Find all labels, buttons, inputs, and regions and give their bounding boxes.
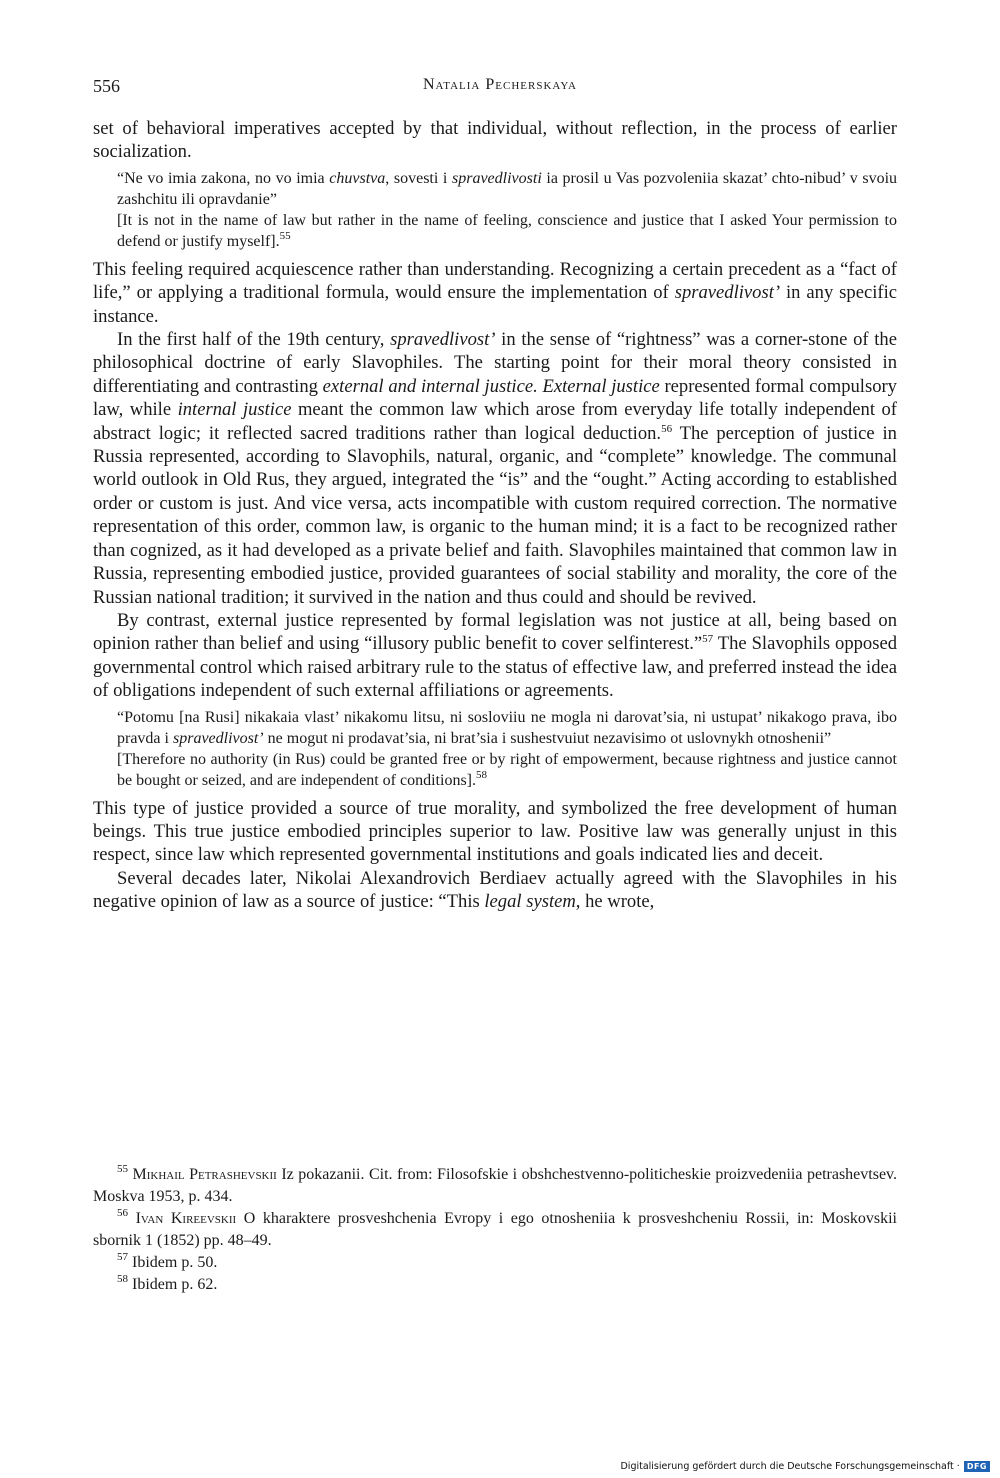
- digitization-credit: [620, 1461, 990, 1472]
- paragraph-emphasis: external and internal justice. External justice: [322, 375, 660, 397]
- page-header: [93, 76, 907, 102]
- paragraph-text: In the first half of the 19th century,: [117, 329, 391, 351]
- quote-text: [Therefore no authority (in Rus) could be granted free or by right of empowerment, because rightness and justice cannot be bought or seized, and are independent of conditions].: [117, 750, 897, 789]
- footnote-ref-57[interactable]: 57: [702, 633, 714, 646]
- quote-text: [It is not in the name of law but rather in the name of feeling, conscience and justice that I asked Your permission to defend or justify myself].: [117, 211, 897, 250]
- footnote-55: [93, 1164, 897, 1208]
- running-head: Natalia Pecherskaya: [422, 76, 577, 93]
- body-text: [93, 117, 897, 914]
- dfg-logo-icon: DFG: [964, 1461, 990, 1472]
- page-number: 556: [93, 76, 120, 96]
- paragraph-text: Several decades later, Nikolai Alexandrovich Berdiaev actually agreed with the Slavophiles in his negative opinion of law as a source of justice: “This: [93, 867, 897, 913]
- footnotes: [93, 1164, 897, 1296]
- paragraph-1: set of behavioral imperatives accepted by that individual, without reflection, in the process of earlier socialization.: [93, 118, 897, 163]
- footnote-57: [93, 1252, 897, 1274]
- quote-text: ia prosil u Vas pozvoleniia skazat’ chto-nibud’ v svoiu zashchitu ili opravdanie”: [117, 169, 898, 208]
- footnote-text: Ibidem p. 50.: [128, 1254, 218, 1271]
- quote-1-translation: [117, 210, 897, 252]
- paragraph-6: [93, 867, 897, 914]
- paragraph-emphasis: internal justice: [177, 399, 292, 421]
- paragraph-text: in any specific instance.: [93, 282, 897, 327]
- credit-text: Digitalisierung gefördert durch die Deutsche Forschungsgemeinschaft ·: [620, 1461, 960, 1472]
- footnote-56: [93, 1208, 897, 1252]
- paragraph-emphasis: spravedlivost’: [674, 282, 781, 304]
- footnote-text: Ibidem p. 62.: [128, 1276, 218, 1293]
- block-quote-1: [117, 168, 897, 252]
- paragraph-text: The Slavophils opposed governmental control which raised arbitrary rule to the status of effective law, and preferred instead the idea of obligations independent of such external affiliations or agreements.: [93, 633, 897, 702]
- paragraph-text: This feeling required acquiescence rather than understanding. Recognizing a certain precedent as a “fact of life,” or applying a traditional formula, would ensure the implementation of: [93, 258, 897, 304]
- paragraph-2: [93, 258, 897, 328]
- footnote-ref-56[interactable]: 56: [661, 422, 673, 435]
- footnote-text: O kharaktere prosveshchenia Evropy i ego otnosheniia k prosveshcheniu Rossii, in: Moskovskii sbornik 1 (1852) pp. 48–49.: [93, 1210, 897, 1249]
- footnote-number: 58: [117, 1273, 128, 1285]
- paragraph-text: represented formal compulsory law, while: [93, 375, 897, 421]
- footnote-author: Ivan Kireevskii: [135, 1210, 237, 1227]
- footnote-number: 56: [117, 1207, 128, 1219]
- quote-emphasis: spravedlivost’: [172, 729, 264, 747]
- quote-text: “Ne vo imia zakona, no vo imia: [117, 169, 330, 187]
- footnote-ref-58[interactable]: 58: [476, 768, 487, 781]
- quote-emphasis: spravedlivosti: [452, 169, 542, 187]
- block-quote-2: [117, 707, 897, 791]
- paragraph-emphasis: legal system: [484, 891, 576, 913]
- footnote-ref-55[interactable]: 55: [279, 229, 291, 242]
- paragraph-4: [93, 609, 897, 703]
- paragraph-emphasis: spravedlivost’: [390, 329, 496, 351]
- quote-text: “Potomu [na Rusi] nikakaia vlast’ nikakomu litsu, ni sosloviiu ne mogla ni darovat’sia, ni ustupat’ nikakogo prava, ibo pravda i: [117, 708, 897, 747]
- quote-text: , sovesti i: [385, 169, 452, 187]
- paragraph-5: This type of justice provided a source of true morality, and symbolized the free development of human beings. This true justice embodied principles superior to law. Positive law was generally unjust in this respect, since law which represented governmental institutions and goals indicated lies and deceit.: [93, 797, 897, 866]
- paragraph-text: meant the common law which arose from everyday life totally independent of abstract logic; it reflected sacred traditions rather than logical deduction.: [93, 399, 897, 444]
- quote-1-original: [117, 168, 897, 210]
- quote-2-translation: [117, 749, 897, 791]
- quote-2-original: [117, 707, 897, 749]
- footnote-58: [93, 1274, 897, 1296]
- paragraph-text: By contrast, external justice represented by formal legislation was not justice at all, being based on opinion rather than belief and using “illusory public benefit to cover selfinterest.”: [93, 609, 897, 655]
- paragraph-3: [93, 328, 897, 609]
- footnote-author: Mikhail Petrashevskii: [132, 1166, 277, 1183]
- footnote-text: Iz pokazanii. Cit. from: Filosofskie i obshchestvenno-politicheskie proizvedeniia petrashevtsev. Moskva 1953, p. 434.: [93, 1166, 898, 1205]
- paragraph-text: in the sense of “rightness” was a corner-stone of the philosophical doctrine of early Slavophiles. The starting point for their moral theory consisted in differentiating and contrasting: [93, 329, 897, 397]
- paragraph-text: , he wrote,: [575, 891, 655, 913]
- quote-emphasis: chuvstva: [329, 169, 386, 187]
- footnote-number: 55: [117, 1163, 128, 1175]
- footnote-number: 57: [117, 1251, 128, 1263]
- paragraph-text: The perception of justice in Russia represented, according to Slavophils, natural, organic, and “complete” knowledge. The communal world outlook in Old Rus, they argued, integrated the “is” and the “ought.” Acting according to established order or custom is just. And vice versa, acts incompatible with custom required correction. The normative representation of this order, common law, is organic to the human mind; it is a fact to be recognized rather than cognized, as it had developed as a private belief and faith. Slavophiles maintained that common law in Russia, representing embodied justice, provided guarantees of social stability and morality, the core of the Russian national tradition; it survived in the nation and thus could and should be revived.: [93, 422, 897, 608]
- quote-text: ne mogut ni prodavat’sia, ni brat’sia i sushestvuiut nezavisimo ot uslovnykh otnoshenii”: [263, 729, 832, 747]
